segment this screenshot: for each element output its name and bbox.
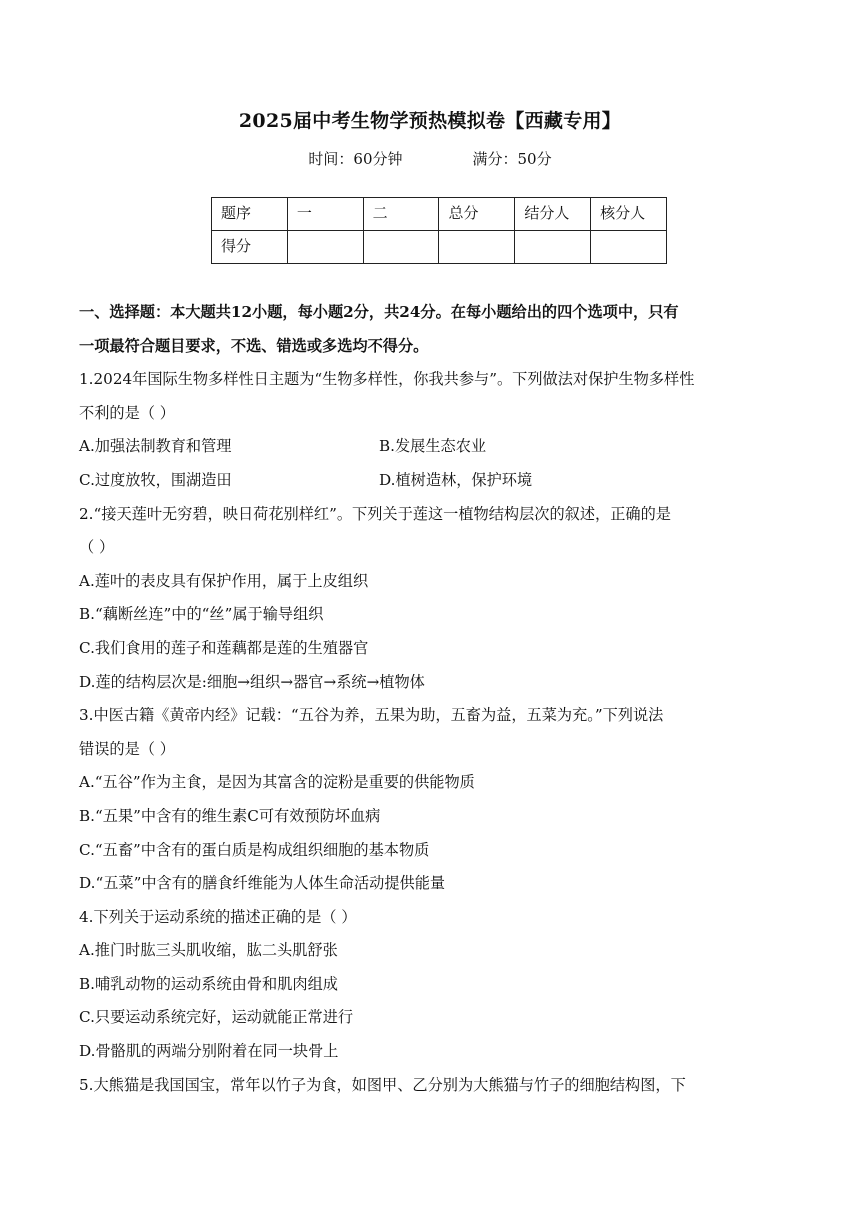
option-d[interactable]: D.“五菜”中含有的膳食纤维能为人体生命活动提供能量 [79, 874, 446, 893]
question-stem: 2.“接天莲叶无穷碧，映日荷花别样红”。下列关于莲这一植物结构层次的叙述，正确的是 [79, 504, 671, 523]
exam-title: 2025届中考生物学预热模拟卷【西藏专用】 [238, 110, 622, 132]
score-cell[interactable] [287, 231, 363, 264]
score-table-cell: 核分人 [591, 198, 667, 231]
score-row-label: 得分 [212, 231, 288, 264]
option-b[interactable]: B.发展生态农业 [379, 437, 487, 456]
score-table-score-row [212, 231, 667, 264]
option-d[interactable]: D.骨骼肌的两端分别附着在同一块骨上 [79, 1042, 339, 1061]
score-cell[interactable] [515, 231, 591, 264]
question-stem: 1.2024年国际生物多样性日主题为“生物多样性，你我共参与”。下列做法对保护生物多样性 [79, 370, 695, 389]
exam-body [79, 296, 779, 1102]
score-cell[interactable] [363, 231, 439, 264]
score-table-header-row [212, 198, 667, 231]
option-c[interactable]: C.我们食用的莲子和莲藕都是莲的生殖器官 [79, 638, 369, 657]
score-table-cell: 总分 [439, 198, 515, 231]
exam-meta [0, 148, 860, 169]
option-b[interactable]: B.哺乳动物的运动系统由骨和肌肉组成 [79, 974, 338, 993]
option-c[interactable]: C.过度放牧，围湖造田 [79, 470, 232, 489]
score-table-cell: 二 [363, 198, 439, 231]
question-stem: 3.中医古籍《黄帝内经》记载：“五谷为养，五果为助，五畜为益，五菜为充。”下列说法 [79, 706, 664, 725]
score-table-cell: 结分人 [515, 198, 591, 231]
question-stem: 不利的是（ ） [79, 403, 175, 422]
question-stem: （ ） [79, 538, 115, 557]
option-row [79, 430, 779, 464]
option-c[interactable]: C.“五畜”中含有的蛋白质是构成组织细胞的基本物质 [79, 840, 430, 859]
option-b[interactable]: B.“五果”中含有的维生素C可有效预防坏血病 [79, 806, 381, 825]
option-row [79, 464, 779, 498]
option-b[interactable]: B.“藕断丝连”中的“丝”属于输导组织 [79, 605, 324, 624]
score-cell[interactable] [439, 231, 515, 264]
option-a[interactable]: A.加强法制教育和管理 [79, 437, 232, 456]
option-c[interactable]: C.只要运动系统完好，运动就能正常进行 [79, 1008, 354, 1027]
score-table-cell: 题序 [212, 198, 288, 231]
section-title-line: 一、选择题：本大题共12小题，每小题2分，共24分。在每小题给出的四个选项中，只有 [79, 303, 679, 321]
option-a[interactable]: A.“五谷”作为主食，是因为其富含的淀粉是重要的供能物质 [79, 773, 475, 792]
score-table-cell: 一 [287, 198, 363, 231]
option-d[interactable]: D.莲的结构层次是:细胞→组织→器官→系统→植物体 [79, 672, 425, 691]
question-stem: 4.下列关于运动系统的描述正确的是（ ） [79, 907, 357, 926]
score-cell[interactable] [591, 231, 667, 264]
exam-full-score: 满分：50分 [472, 150, 552, 168]
section-title-line: 一项最符合题目要求，不选、错选或多选均不得分。 [79, 336, 429, 355]
exam-time: 时间：60分钟 [308, 150, 403, 168]
score-table [211, 197, 667, 264]
option-a[interactable]: A.莲叶的表皮具有保护作用，属于上皮组织 [79, 571, 369, 590]
question-stem: 错误的是（ ） [79, 739, 175, 758]
question-stem: 5.大熊猫是我国国宝，常年以竹子为食，如图甲、乙分别为大熊猫与竹子的细胞结构图，下 [79, 1075, 686, 1094]
option-d[interactable]: D.植树造林，保护环境 [379, 470, 533, 489]
option-a[interactable]: A.推门时肱三头肌收缩，肱二头肌舒张 [79, 941, 338, 960]
